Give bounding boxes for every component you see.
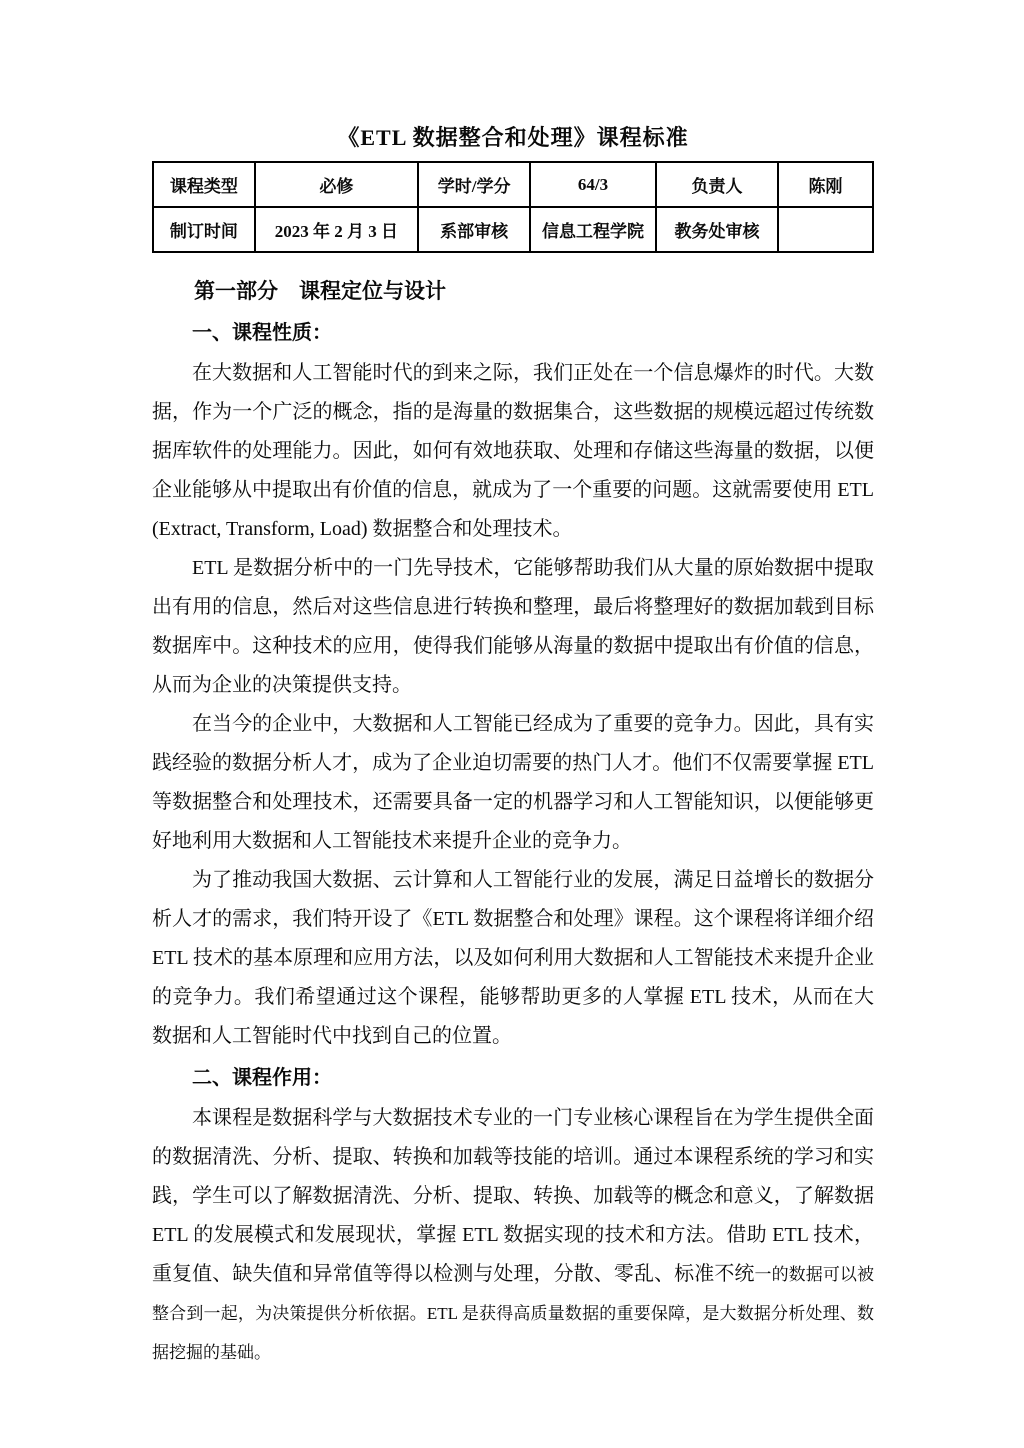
section2-heading: 二、课程作用： [192, 1067, 332, 1089]
cell-course-type-label: 课程类型 [153, 162, 255, 207]
cell-formulation-date-label: 制订时间 [153, 207, 255, 252]
cell-academic-review-label: 教务处审核 [656, 207, 778, 252]
section1-paragraph-1: 在大数据和人工智能时代的到来之际，我们正处在一个信息爆炸的时代。大数据，作为一个广泛的概念，指的是海量的数据集合，这些数据的规模远超过传统数据库软件的处理能力。因此，如何有效地获取、处理和存储这些海量的数据，以便企业能够从中提取出有价值的信息，就成为了一个重要的问题。这就需要使用 ETL (Extract, Transform, Load) 数据整合和处理技术。 [152, 362, 874, 540]
cell-dept-review-value: 信息工程学院 [530, 207, 656, 252]
cell-hours-credits-label: 学时/学分 [418, 162, 530, 207]
cell-dept-review-label: 系部审核 [418, 207, 530, 252]
cell-formulation-date-value: 2023 年 2 月 3 日 [255, 207, 418, 252]
section1-heading: 一、课程性质： [192, 322, 332, 344]
cell-course-type-value: 必修 [255, 162, 418, 207]
cell-academic-review-value [778, 207, 873, 252]
section1-paragraph-4: 为了推动我国大数据、云计算和人工智能行业的发展，满足日益增长的数据分析人才的需求，我们特开设了《ETL 数据整合和处理》课程。这个课程将详细介绍 ETL 技术的基本原理和应用方法，以及如何利用大数据和人工智能技术来提升企业的竞争力。我们希望通过这个课程，能够帮助更多的人掌握 ETL 技术，从而在大数据和人工智能时代中找到自己的位置。 [152, 869, 874, 1047]
section1-paragraph-2: ETL 是数据分析中的一门先导技术，它能够帮助我们从大量的原始数据中提取出有用的信息，然后对这些信息进行转换和整理，最后将整理好的数据加载到目标数据库中。这种技术的应用，使得我们能够从海量的数据中提取出有价值的信息，从而为企业的决策提供支持。 [152, 557, 874, 696]
section2-paragraph-1 [152, 1099, 874, 1372]
course-info-table [152, 161, 874, 253]
section2-paragraph-main-run: 本课程是数据科学与大数据技术专业的一门专业核心课程旨在为学生提供全面的数据清洗、分析、提取、转换和加载等技能的培训。通过本课程系统的学习和实践，学生可以了解数据清洗、分析、提取、转换、加载等的概念和意义，了解数据 ETL 的发展模式和发展现状，掌握 ETL 数据实现的技术和方法。借助 ETL 技术，重复值、缺失值和异常值等得以检测与处理，分散、零乱、标准不统 [152, 1107, 874, 1285]
info-table-row-2 [153, 207, 873, 252]
info-table-row-1 [153, 162, 873, 207]
cell-person-in-charge-label: 负责人 [656, 162, 778, 207]
cell-hours-credits-value: 64/3 [530, 162, 656, 207]
cell-person-in-charge-value: 陈刚 [778, 162, 873, 207]
part1-heading: 第一部分 课程定位与设计 [194, 279, 446, 303]
section1-paragraph-3: 在当今的企业中，大数据和人工智能已经成为了重要的竞争力。因此，具有实践经验的数据分析人才，成为了企业迫切需要的热门人才。他们不仅需要掌握 ETL 等数据整合和处理技术，还需要具备一定的机器学习和人工智能知识，以便能够更好地利用大数据和人工智能技术来提升企业的竞争力。 [152, 713, 874, 852]
document-title: 《ETL 数据整合和处理》课程标准 [337, 125, 689, 150]
section2-paragraph-small-run: 一的数据可以被整合到一起，为决策提供分析依据。ETL 是获得高质量数据的重要保障，是大数据分析处理、数据挖掘的基础。 [152, 1265, 874, 1362]
